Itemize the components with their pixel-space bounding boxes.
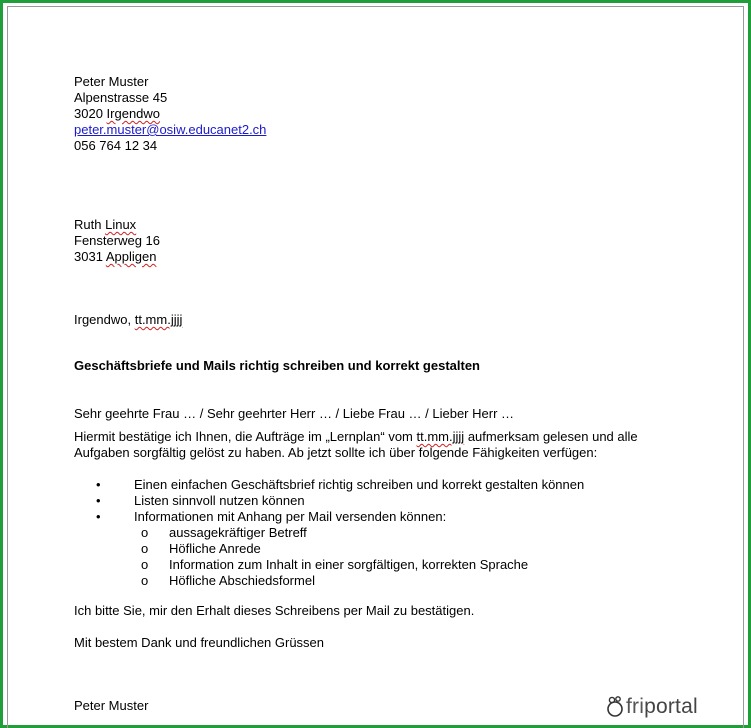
sender-name: Peter Muster bbox=[74, 74, 149, 89]
list-item bbox=[96, 509, 584, 525]
list-item-text: Informationen mit Anhang per Mail versenden können: bbox=[134, 509, 447, 524]
body-line-1-start: Hiermit bestätige ich Ihnen, die Aufträge im „Lernplan“ vom bbox=[74, 429, 413, 444]
sender-zip: 3020 bbox=[74, 106, 103, 121]
body-date: tt.mm.jjjj bbox=[416, 429, 465, 444]
sub-list-item-text: Höfliche Abschiedsformel bbox=[169, 573, 315, 588]
recipient-street: Fensterweg 16 bbox=[74, 233, 160, 248]
closing-request: Ich bitte Sie, mir den Erhalt dieses Schreibens per Mail zu bestätigen. bbox=[74, 603, 475, 618]
sub-list-item bbox=[141, 525, 528, 541]
bullet-icon: • bbox=[96, 477, 101, 492]
circle-bullet-icon: o bbox=[141, 573, 149, 588]
body-line-1 bbox=[74, 429, 638, 445]
bullet-icon: • bbox=[96, 493, 101, 508]
sender-street: Alpenstrasse 45 bbox=[74, 90, 168, 105]
body-line-2: Aufgaben sorgfältig gelöst zu haben. Ab jetzt sollte ich über folgende Fähigkeiten verfügen: bbox=[74, 445, 598, 460]
list-item bbox=[96, 493, 584, 509]
list-item bbox=[96, 477, 584, 493]
sub-list-item bbox=[141, 573, 528, 589]
logo-text-portal: portal bbox=[644, 695, 698, 718]
signature-name: Peter Muster bbox=[74, 698, 149, 713]
recipient-name-line bbox=[74, 217, 160, 233]
friportal-logo bbox=[604, 694, 698, 720]
sender-city: Irgendwo bbox=[106, 106, 161, 121]
list-item-text: Einen einfachen Geschäftsbrief richtig schreiben und korrekt gestalten können bbox=[134, 477, 585, 492]
closing-regards: Mit bestem Dank und freundlichen Grüssen bbox=[74, 635, 325, 650]
body-line-1-end: aufmerksam gelesen und alle bbox=[467, 429, 638, 444]
sub-list-item-text: Höfliche Anrede bbox=[169, 541, 261, 556]
recipient-first-name: Ruth bbox=[74, 217, 102, 232]
greeting-line: Sehr geehrte Frau … / Sehr geehrter Herr … / Liebe Frau … / Lieber Herr … bbox=[74, 406, 515, 421]
recipient-zip: 3031 bbox=[74, 249, 103, 264]
date-value: tt.mm.jjjj bbox=[134, 312, 183, 327]
sub-list-item-text: Information zum Inhalt in einer sorgfältigen, korrekten Sprache bbox=[169, 557, 529, 572]
recipient-last-name: Linux bbox=[105, 217, 137, 232]
circle-bullet-icon: o bbox=[141, 525, 149, 540]
bullet-list bbox=[96, 477, 584, 525]
subject-line: Geschäftsbriefe und Mails richtig schreiben und korrekt gestalten bbox=[74, 358, 480, 373]
recipient-city-line bbox=[74, 249, 160, 265]
bullet-icon: • bbox=[96, 509, 101, 524]
sender-phone: 056 764 12 34 bbox=[74, 138, 158, 153]
sub-list-item bbox=[141, 541, 528, 557]
date-line bbox=[74, 312, 182, 328]
logo-text-fri: fri bbox=[626, 695, 645, 718]
body-paragraph bbox=[74, 429, 638, 461]
sender-email-link[interactable]: peter.muster@osiw.educanet2.ch bbox=[74, 122, 267, 137]
date-place: Irgendwo, bbox=[74, 312, 132, 327]
friportal-logo-icon bbox=[604, 695, 626, 719]
recipient-city: Appligen bbox=[105, 249, 157, 264]
circle-bullet-icon: o bbox=[141, 541, 149, 556]
list-item-text: Listen sinnvoll nutzen können bbox=[134, 493, 305, 508]
sender-city-line bbox=[74, 106, 266, 122]
sub-list-item-text: aussagekräftiger Betreff bbox=[169, 525, 307, 540]
sender-block bbox=[74, 74, 266, 154]
recipient-block bbox=[74, 217, 160, 265]
sub-list-item bbox=[141, 557, 528, 573]
circle-bullet-icon: o bbox=[141, 557, 149, 572]
sub-bullet-list bbox=[141, 525, 528, 589]
